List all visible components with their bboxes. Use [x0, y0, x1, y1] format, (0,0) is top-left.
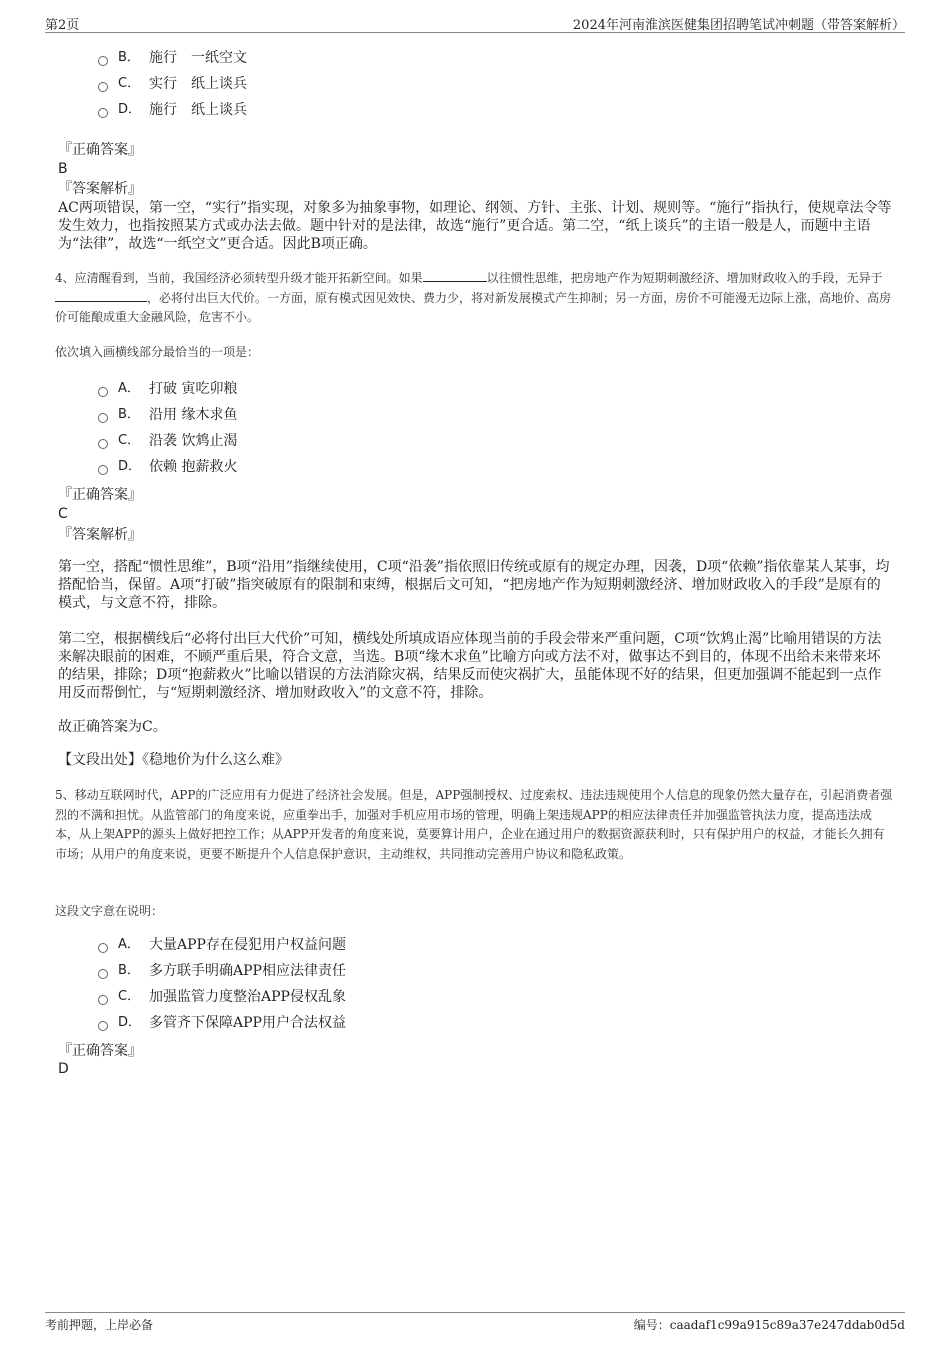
q4-option-c[interactable]: C． 沿袭 饮鸩止渴: [98, 428, 237, 454]
q5-option-d[interactable]: D． 多管齐下保障APP用户合法权益: [98, 1010, 346, 1036]
q4-source: 【文段出处】《稳地价为什么这么难》: [58, 752, 289, 768]
q4-analysis-p2: 第二空，根据横线后“必将付出巨大代价”可知，横线处所填成语应体现当前的手段会带来严重问题，C项“饮鸩止渴”比喻用错误的方法来解决眼前的困难，不顾严重后果，符合文意，当选。B项“缘木求鱼”比喻方向或方法不对，做事达不到目的，体现不出给未来带来坏的结果，排除；D项“抱薪救火”比喻以错误的方法消除灾祸，结果反而使灾祸扩大，虽能体现不好的结果，但更加强调不能起到一点作用反而帮倒忙，与“短期刺激经济、增加财政收入”的文意不符，排除。: [58, 631, 882, 701]
q3-answer: B: [58, 161, 68, 177]
q5-answer: D: [58, 1061, 69, 1077]
q3-analysis: AC两项错误，第一空，“实行”指实现，对象多为抽象事物，如理论、纲领、方针、主张、计划、规则等。“施行”指执行，使规章法令等发生效力，也指按照某方式或办法去做。题中针对的是法律，故选“施行”更合适。第二空，“纸上谈兵”的主语一般是人，而题中主语为“法律”，故选“一纸空文”更合适。因此B项正确。: [58, 200, 892, 252]
q4-option-a[interactable]: A． 打破 寅吃卯粮: [98, 376, 237, 402]
q3-options: [98, 45, 247, 123]
radio-icon[interactable]: [98, 82, 108, 92]
radio-icon[interactable]: [98, 56, 108, 66]
q3-answer-label: 『正确答案』: [58, 142, 142, 158]
q5-stem: 5、移动互联网时代，APP的广泛应用有力促进了经济社会发展。但是，APP强制授权、过度索权、违法违规使用个人信息的现象仍然大量存在，引起消费者强烈的不满和担忧。从监管部门的角度来说，应重拳出手，加强对手机应用市场的管理，明确上架违规APP的相应法律责任并加强监管执法力度，提高违法成本，从上架APP的源头上做好把控工作；从APP开发者的角度来说，莫要算计用户，企业在通过用户的数据资源获利时，只有保护用户的权益，才能长久拥有市场；从用户的角度来说，更要不断提升个人信息保护意识，主动维权，共同推动完善用户协议和隐私政策。: [55, 788, 893, 861]
footer-slogan: 考前押题，上岸必备: [45, 1318, 154, 1332]
q3-analysis-label: 『答案解析』: [58, 181, 142, 197]
q4-options: [98, 376, 237, 480]
q4-analysis-label: 『答案解析』: [58, 527, 142, 543]
page-number: 第2页: [45, 18, 80, 33]
q4-stem: 4、应清醒看到，当前，我国经济必须转型升级才能开拓新空间。如果 以往惯性思维，把房地产作为短期刺激经济、增加财政收入的手段，无异于，必将付出巨大代价。一方面，原有模式因见效快、费力少，将对新发展模式产生抑制；另一方面，房价不可能漫无边际上涨，高地价、高房价可能酿成重大金融风险，危害不小。: [55, 271, 892, 325]
document-id: 编号：caadaf1c99a915c89a37e247ddab0d5d: [633, 1318, 905, 1332]
radio-icon[interactable]: [98, 108, 108, 118]
radio-icon[interactable]: [98, 439, 108, 449]
q4-answer-label: 『正确答案』: [58, 487, 142, 503]
blank-2[interactable]: [55, 289, 147, 302]
page-header: [45, 0, 905, 33]
page-footer: [45, 1312, 905, 1332]
q4-option-b[interactable]: B． 沿用 缘木求鱼: [98, 402, 237, 428]
q3-option-c[interactable]: C． 实行 纸上谈兵: [98, 71, 247, 97]
q4-option-d[interactable]: D． 依赖 抱薪救火: [98, 454, 237, 480]
q5-options: [98, 932, 346, 1036]
document-title: 2024年河南淮滨医健集团招聘笔试冲刺题（带答案解析）: [572, 18, 905, 33]
q3-option-b[interactable]: B． 施行 一纸空文: [98, 45, 247, 71]
q4-prompt: 依次填入画横线部分最恰当的一项是：: [55, 345, 260, 359]
blank-1[interactable]: [423, 269, 487, 282]
radio-icon[interactable]: [98, 943, 108, 953]
q5-prompt: 这段文字意在说明：: [55, 904, 164, 918]
radio-icon[interactable]: [98, 1021, 108, 1031]
q5-option-b[interactable]: B． 多方联手明确APP相应法律责任: [98, 958, 346, 984]
radio-icon[interactable]: [98, 969, 108, 979]
q4-answer: C: [58, 506, 68, 522]
q5-answer-label: 『正确答案』: [58, 1043, 142, 1059]
q4-analysis-p1: 第一空，搭配“惯性思维”，B项“沿用”指继续使用，C项“沿袭”指依照旧传统或原有的规定办理，因袭，D项“依赖”指依靠某人某事，均搭配恰当，保留。A项“打破”指突破原有的限制和束缚，根据后文可知，“把房地产作为短期刺激经济、增加财政收入的手段”是原有的模式，与文意不符，排除。: [58, 559, 890, 611]
radio-icon[interactable]: [98, 413, 108, 423]
radio-icon[interactable]: [98, 387, 108, 397]
q3-option-d[interactable]: D． 施行 纸上谈兵: [98, 97, 247, 123]
radio-icon[interactable]: [98, 465, 108, 475]
q5-option-c[interactable]: C． 加强监管力度整治APP侵权乱象: [98, 984, 346, 1010]
q5-option-a[interactable]: A． 大量APP存在侵犯用户权益问题: [98, 932, 346, 958]
radio-icon[interactable]: [98, 995, 108, 1005]
q4-conclusion: 故正确答案为C。: [58, 719, 167, 735]
